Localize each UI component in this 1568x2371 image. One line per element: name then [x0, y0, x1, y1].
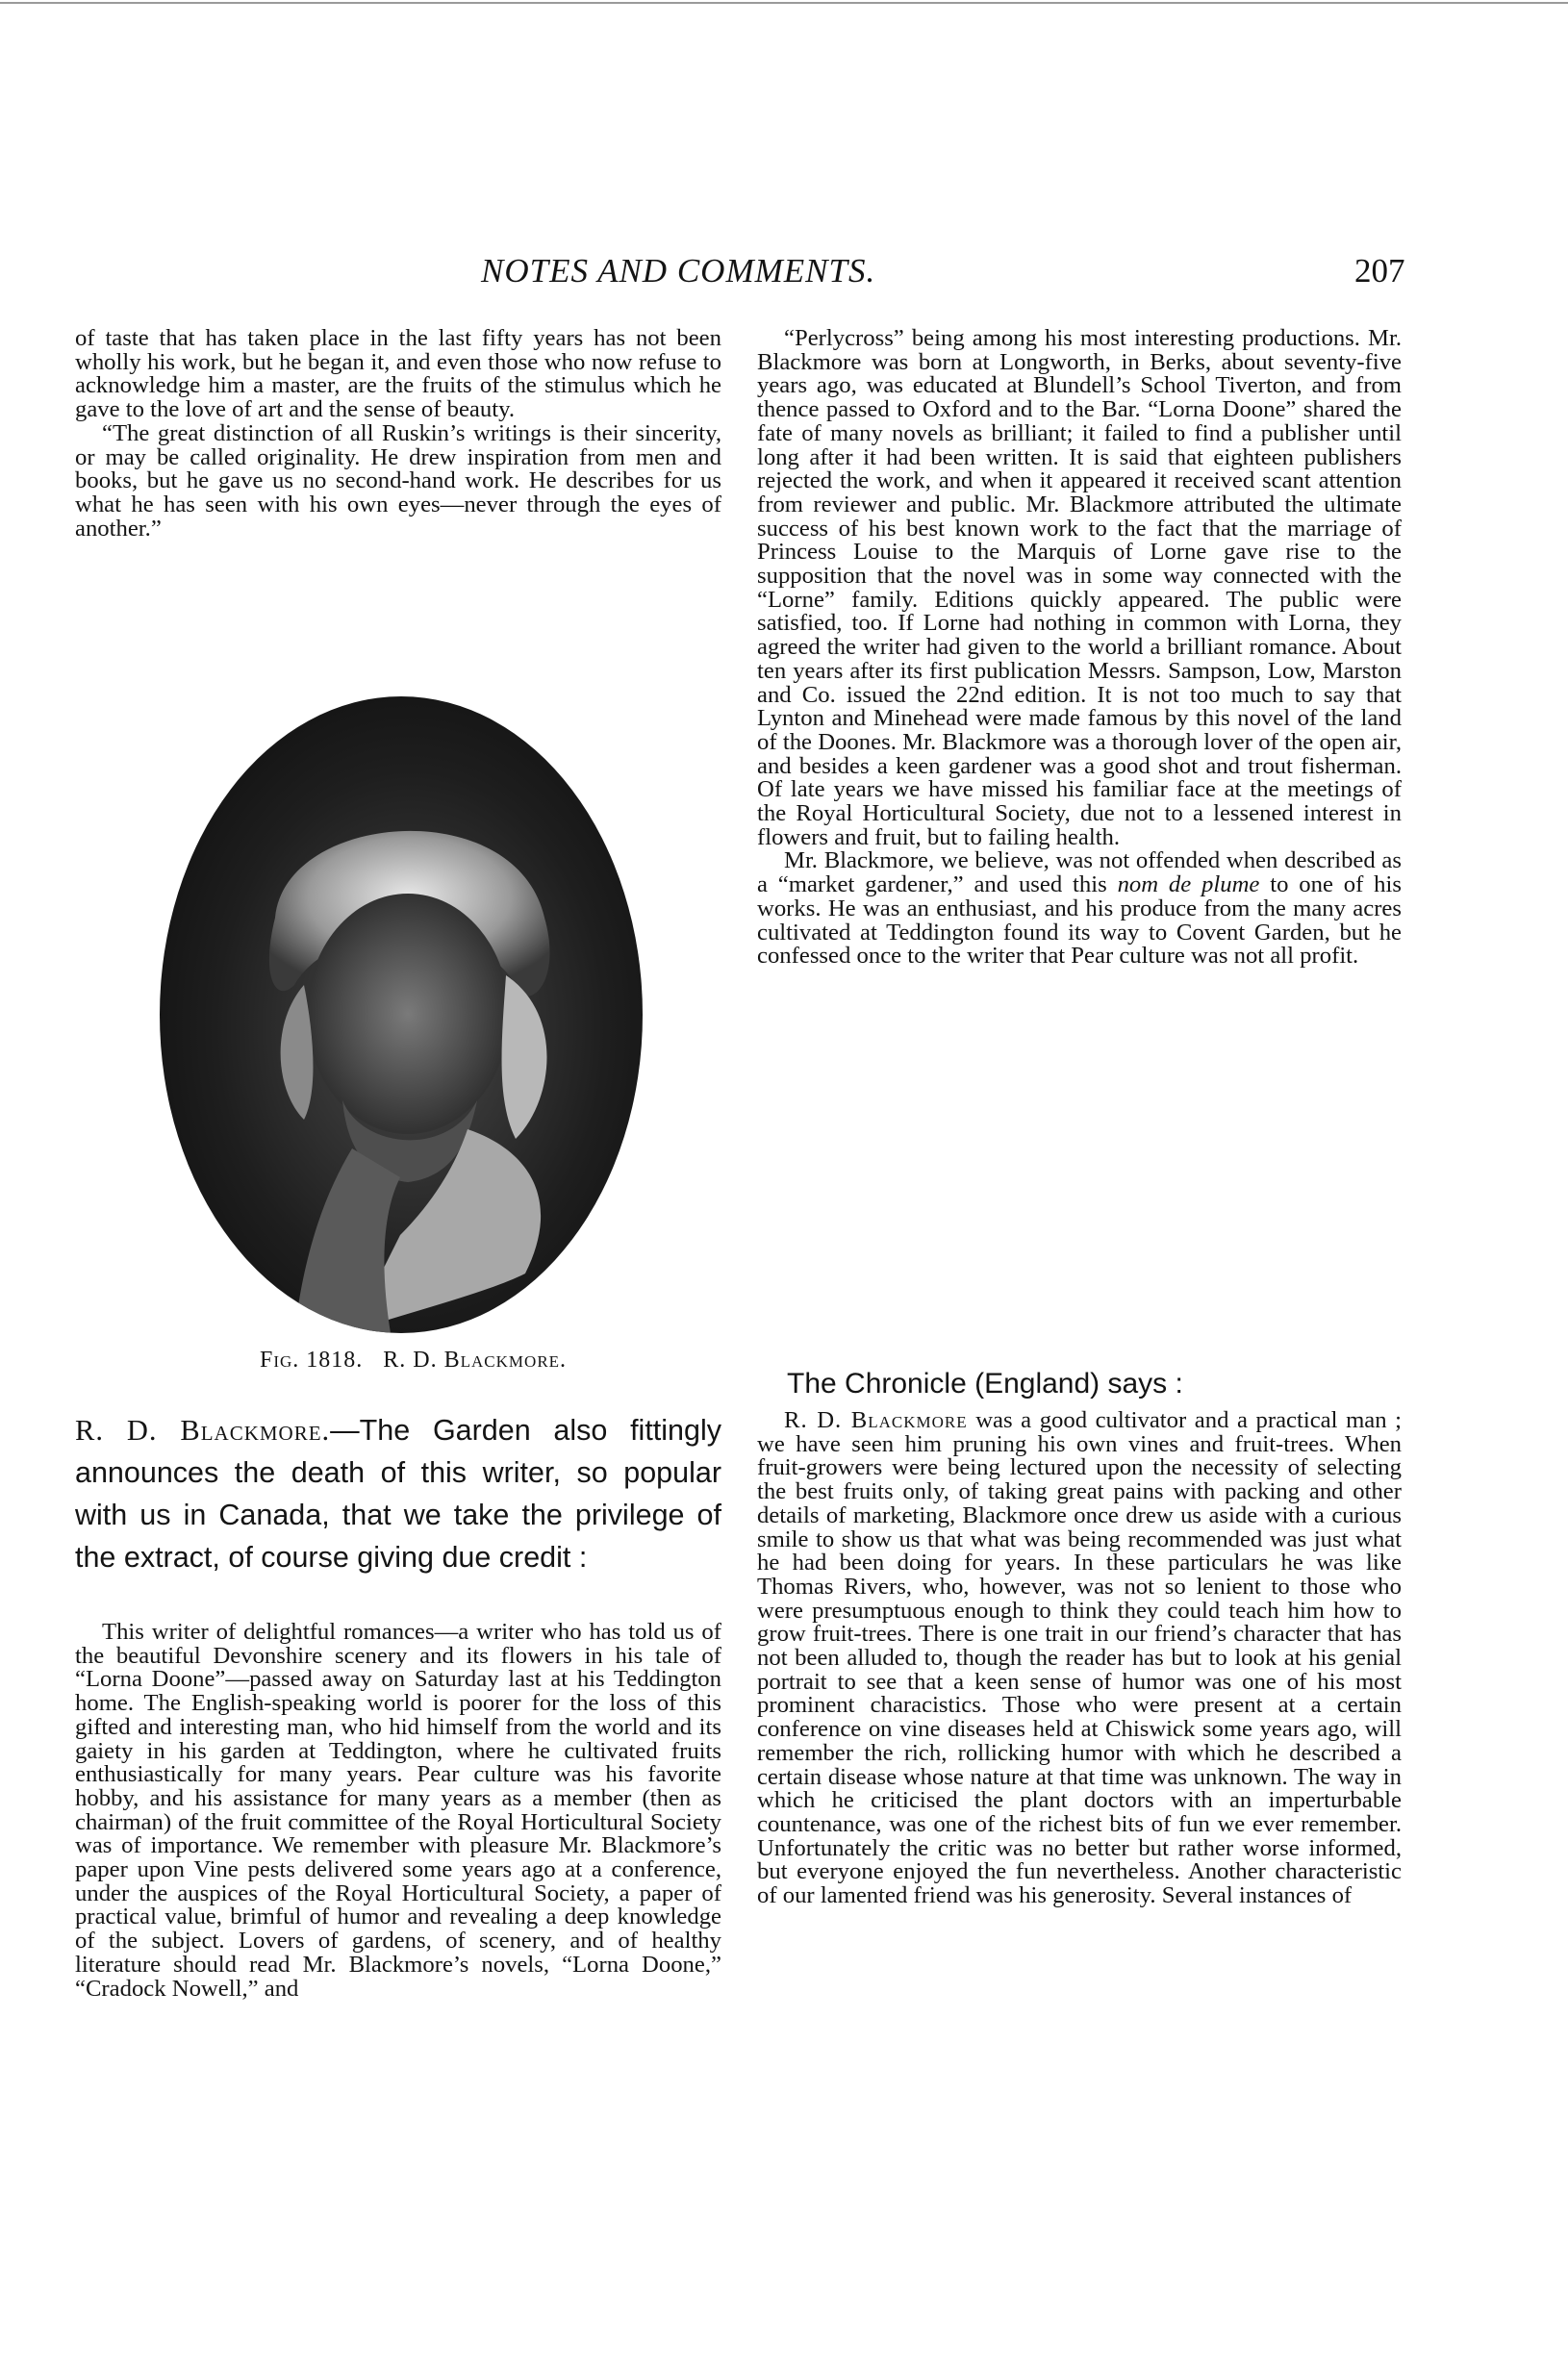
market-gardener-paragraph [757, 849, 1402, 969]
market-gardener-before: Mr. Blackmore, we believe, was not offended when described as a “market gardener,” and used this [757, 847, 1402, 898]
left-column-top [75, 327, 721, 541]
blackmore-section-intro [75, 1409, 721, 1578]
figure-caption [260, 1348, 567, 1374]
perlycross-paragraph: “Perlycross” being among his most interesting productions. Mr. Blackmore was born at Longworth, in Berks, about seventy-five years ago, was educated at Blundell’s School Tiverton, and from thence passed to Oxford and to the Bar. “Lorna Doone” shared the fate of many novels as brilliant; it failed to find a publisher until long after it had been written. It is said that eighteen publishers rejected the work, and when it appeared it received scant attention from reviewer and public. Mr. Blackmore attributed the ultimate success of his best known work to the fact that the marriage of Princess Louise to the Marquis of Lorne gave rise to the supposition that the novel was in some way connected with the “Lorne” family. Editions quickly appeared. The public were satisfied, too. If Lorne had nothing in common with Lorna, they agreed the writer had given to the world a brilliant romance. About ten years after its first publication Messrs. Sampson, Low, Marston and Co. issued the 22nd edition. It is not too much to say that Lynton and Minehead were made famous by this novel of the land of the Doones. Mr. Blackmore was a thorough lover of the open air, and besides a keen gardener was a good shot and trout fisherman. Of late years we have missed his familiar face at the meetings of the Royal Horticultural Society, due not to a lessened interest in flowers and fruit, but to failing health. [757, 325, 1402, 850]
chronicle-subheading: The Chronicle (England) says : [787, 1368, 1183, 1400]
blackmore-portrait-image [160, 696, 643, 1333]
section-lead-name: R. D. Blackmore. [75, 1414, 331, 1447]
page-number: 207 [1354, 252, 1405, 290]
section-lead-text: —The Garden also fittingly announces the death of this writer, so popular with us in Canada, that we take the privilege of the extract, of course giving due credit : [75, 1414, 721, 1574]
chronicle-text: was a good cultivator and a practical man ; we have seen him pruning his own vines and fruit-trees. When fruit-growers were being lectured upon the necessity of selecting the best fruits only, of taking great pains with packing and other details of marketing, Blackmore once drew us aside with a curious smile to show us that what was being recommended was just what he had been doing for years. In these particulars he was like Thomas Rivers, who, however, was not so lenient to those who were presumptuous enough to think they could teach him how to grow fruit-trees. There is one trait in our friend’s character that has not been alluded to, though the reader has but to look at his genial portrait to see that a keen sense of humor was one of his most prominent characistics. Those who were present at a certain conference on vine diseases held at Chiswick some years ago, will remember the rich, rollicking humor with which he described a certain disease whose nature at that time was unknown. The way in which he criticised the plant doctors with an imperturbable countenance, was one of the richest bits of fun we ever remember. Unfortunately the critic was no better but rather worse informed, but everyone enjoyed the fun nevertheless. Another characteristic of our lamented friend was his generosity. Several instances of [757, 1407, 1402, 1909]
right-column-top [757, 327, 1402, 969]
nom-de-plume-phrase: nom de plume [1117, 871, 1260, 898]
figure-label: Fig. 1818. [260, 1348, 364, 1373]
figure-name: R. D. Blackmore. [383, 1348, 568, 1373]
top-rule [0, 2, 1568, 4]
garden-extract-paragraph: This writer of delightful romances—a writer who has told us of the beautiful Devonshire scenery and its flowers in his tale of “Lorna Doone”—passed away on Saturday last at his Teddington home. The English-speaking world is poorer for the loss of this gifted and interesting man, who hid himself from the world and its gaiety in his garden at Teddington, where he cultivated fruits enthusiastically for many years. Pear culture was his favorite hobby, and his assistance for many years as a member (then as chairman) of the fruit committee of the Royal Horticultural Society was of importance. We remember with pleasure Mr. Blackmore’s paper upon Vine pests delivered some years ago at a conference, under the auspices of the Royal Horticultural Society, a paper of practical value, brimful of humor and revealing a deep knowledge of the subject. Lovers of gardens, of scenery, and of healthy literature should read Mr. Blackmore’s novels, “Lorna Doone,” “Cradock Nowell,” and [75, 1619, 721, 2002]
garden-extract [75, 1621, 721, 2001]
ruskin-quote-paragraph: “The great distinction of all Ruskin’s writings is their sincerity, or may be called originality. He drew inspiration from men and books, but he gave us no second-hand work. He describes for us what he has seen with his own eyes—never through the eyes of another.” [75, 419, 721, 542]
chronicle-lead-name: R. D. Blackmore [784, 1407, 968, 1433]
chronicle-paragraph [757, 1409, 1402, 1908]
market-gardener-after: to one of his works. He was an enthusiast, and his produce from the many acres cultivated at Teddington found its way to Covent Garden, but he confessed once to the writer that Pear culture was not all profit. [757, 871, 1402, 970]
chronicle-extract [757, 1409, 1402, 1908]
ruskin-paragraph-end: of taste that has taken place in the last fifty years has not been wholly his work, but he began it, and even those who now refuse to acknowledge him a master, are the fruits of the stimulus which he gave to the love of art and the sense of beauty. [75, 325, 721, 423]
running-header: NOTES AND COMMENTS. [481, 252, 876, 290]
